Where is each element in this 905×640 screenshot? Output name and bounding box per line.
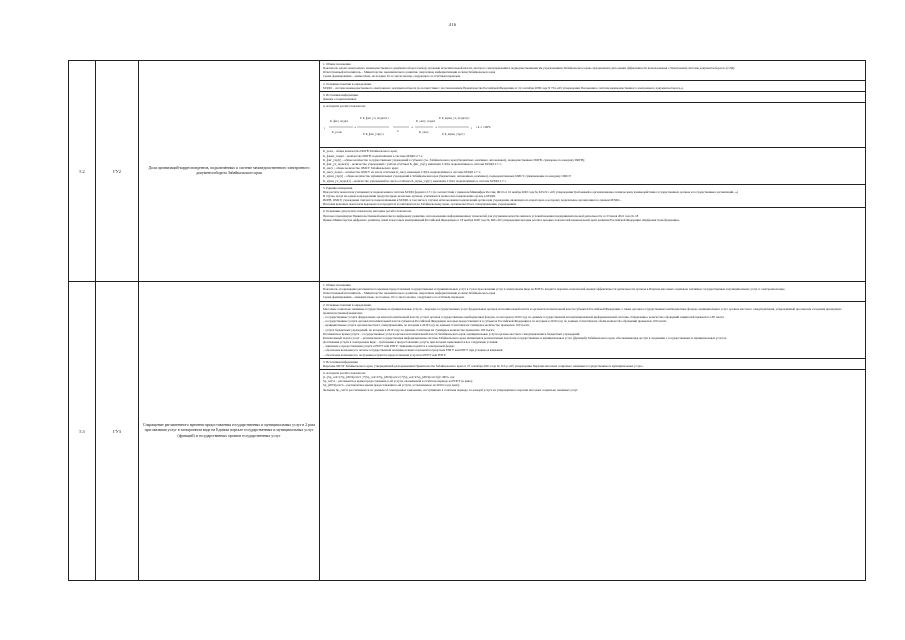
page-number: 416 [448, 22, 457, 27]
row-number: 5.2 [69, 61, 96, 282]
svg-text:K_омсу: K_омсу [419, 131, 429, 135]
formula-image [323, 108, 862, 146]
indicator-name: Сокращение регламентного времени предоставления государственных и муниципальных услуг в 2 раза при оказании услуг в электронном виде на Едином портале государственных и муниципальных услуг (функций) и государственных органов государственных услуг [139, 282, 320, 581]
svg-text:2: 2 [397, 130, 399, 134]
section-definitions: 2. Основные понятия и определения. Массовые социально значимые государственные и муниципальные услуги – перечень государственных услуг федеральных органов исполнительной власти и органов исполнительной власти субъектов Российской Федерации, а также органов государственных внебюджетных фондов, муниципальных услуг органов местного самоуправления, утверждённый протоколом заседания президиума правительственной комиссии: – государственные услуги федеральных органов исполнительной власти, услуги органов государственных внебюджетных фондов, по которым в 2019 году по данным государственной автоматизированной информационной системы «Управление» количество обращений заявителей превысило 100 тысяч; – государственные услуги органов исполнительной власти субъектов Российской Федерации, которые предоставляются в субъектах Российской Федерации и по которым в 2019 году по данным статистики их объём количества обращений превысило 100 тысяч; – муниципальные услуги органов местного самоуправления, по которым в 2019 году по данным статистики их суммарное количество превысило 100 тысяч; – услуги бюджетных учреждений, по которым в 2019 году по данным статистики их суммарное количество превысило 100 тысяч; Регламентное время услуги – государственные услуги органов исполнительной власти Забайкальского края, муниципальные услуги органов местного самоуправления и бюджетных учреждений. Региональный портал услуг – региональная государственная информационная система Забайкальского края, являющаяся региональным порталом государственных и муниципальных услуг (функций) Забайкальского края, обеспечивающая доступ к сведениям о государственных и муниципальных услугах. Достижения услуги в электронном виде – требования к предоставлению услуги, при которых выполняются все следующие условия: – заявление о предоставлении услуги в ЕПГУ или РПГУ: Заявление подаётся в электронной форме; – обеспечена возможность оплаты государственной пошлины и иных платежей посредством ЕПГУ или РПГУ при условии её взимания; – обеспечена возможность получения результата предоставления услуги на ЕПГУ или РПГУ. [320, 302, 865, 359]
section-definitions: 2. Основные понятия и определения. МЭДО – система межведомственного электронного документооборота (в соответствии с постановлением Правительства Российской Федерации от 22 сентября 2009 года N 754 «Об утверждении Положения о системе межведомственного электронного документооборота»). [320, 81, 865, 92]
section-variables: K_розн – общее количество ИОГВ Забайкальского края; K_фильт_подкл – количество ИОГВ, подключённых к системе МЭДО 2.7.1; K_фиг_учр(т) – общее количество государственных учреждений в субъекте (т.к. Забайкальского края (бюджетных, казённых, автономных), подведомственных ИОГВ, суммарное по каждому ИОГВ); K_фиг_уч_подкл(т) – количество учреждений с учётом отчётных К_фиг_уч(т), имеющих СЭД и подключённых к системе МЭДО 2.7.1; K_омсу – общее количество ОМСУ Забайкальского края; K_омсу_подкл – количество ОМСУ из числа отчётных К_омсу, имеющих СЭД и подключённых к системе МЭДО 2.7.1; K_муни_учр(т) – общее количество муниципальных учреждений в Забайкальском крае (бюджетных, автономных, казённых), подведомственных ОМСУ, суммирование по каждому ОМСУ; K_муни_уч_подкл(т) – количество учреждений из числа отчётных К_муни_учр(т), имеющих СЭД и подключённых к системе МЭДО 2.7.1. [320, 148, 865, 184]
table-row [69, 61, 866, 282]
row-code: ГУ3 [96, 282, 139, 581]
svg-text:Σ K_муни_учр(т): Σ K_муни_учр(т) [442, 133, 465, 137]
svg-text:+: + [411, 126, 414, 130]
row-code: ГУ2 [96, 61, 139, 282]
document-table [68, 60, 866, 581]
svg-text:): ) [471, 127, 473, 131]
svg-text:+: + [435, 126, 438, 130]
svg-text:K_розн: K_розн [332, 131, 342, 135]
row-number: 5.3 [69, 282, 96, 581]
description-cell [320, 61, 866, 282]
description-cell [320, 282, 866, 581]
section-basis: 6. Основание для расчёта показателя, методика расчёта показателя. Протокол президиума Правительственной комиссии по цифровому развитию, использованию информационных технологий для улучшения качества жизни и условий ведения предпринимательской деятельности от 23 июля 2021 года № 18 Приказ Министерства цифрового развития, связи и массовых коммуникаций Российской Федерации от 18 ноября 2020 года № 600 «Об утверждении методик расчёта целевых показателей национальной цели развития Российской Федерации «Цифровая трансформация». [323, 209, 680, 222]
svg-text:+: + [354, 126, 357, 130]
table-row [69, 282, 866, 581]
svg-text:Σ K_фиг_учр(т): Σ K_фиг_учр(т) [363, 133, 384, 137]
section-units: 5. Единица измерения. При расчёте показателя учитываются подключения к системе МЭДО формата 2.7.1 (в соответствии с приказом Минцифры России, ФСО от 16 ноября 2020 года № 623/211 «Об утверждении Требований к организационно-техническому взаимодействию государственных органов и государственных организаций...») В случае, когда на одном подразделении предусмотрено несколько органов, учитывается полностью подключение органа в МЭДО. ИОГВ, ОМСУ, учреждения считаются подключёнными к МЭДО, в том числе в случаях использования подключений органа или учреждения, являющегося оператором, к которому подключены организации по данным МЭДО... Итоговая величина показателя выражается в процентах и учитывается по Забайкальскому краю, органам местного самоуправления, учреждениям. [320, 185, 865, 209]
section-algorithm: 4. Алгоритм расчёта показателя: ( K_фил_подкл K_розн + Σ K_фиг_уч_подкл(т) Σ K_фиг_учр(т) 2 + K_омсу_подкл K_омсу + Σ K_муни_уч_подкл(т) Σ K_муни_учр(т) ) / 4 × 100% [320, 103, 865, 148]
svg-text:Σ K_муни_уч_подкл(т): Σ K_муни_уч_подкл(т) [439, 117, 470, 121]
svg-text:/ 4 × 100%: / 4 × 100% [476, 126, 491, 130]
svg-text:K_фил_подкл: K_фил_подкл [330, 120, 349, 124]
indicator-name: Доля организаций-корреспондентов, подключённых к системе межведомственного электронного документооборота Забайкальского края [139, 61, 320, 282]
section-general: 1. Общие положения. Показатель «Сокращение регламентного времени предоставления государственных и муниципальных услуг в 2 раза при оказании услуг в электронном виде на ЕПГУ» входит в перечень показателей оценки эффективности деятельности органов в Перечне массовых социально значимых государственных и муниципальных услуг в электронном виде. Ответственный исполнитель – Министерство экономического развития, энергетики, информатизации и связи Забайкальского края Сроки формирования – ежеквартально, не позднее 10-го числа месяца, следующего за отчётным периодом. [320, 282, 865, 302]
section-sources: 3. Источники информации Перечень МСЗУ Забайкальского края, утверждённый распоряжением Правительства Забайкальского края от 27 сентября 2021 года № 315-р «Об утверждении Перечня массовых социально значимых государственных и муниципальных услуг». [320, 359, 865, 370]
section-algorithm: 4. Алгоритм расчёта показателя: (1–(Sp_сеn^1/Sp_(2019)сеn^1 )+(Sp_сеn^2/Sp_(2019)сеn^2 )+(Sp_сеn^n/Sp_(2019)сеn^n))×100%, где: Sp_сеn^n – регламентное время предоставления n-ой услуги, оказываемой в отчётном периоде на ЕПГУ (в днях); Sp_(2019)сеn^n – регламентное время предоставления n-ой услуги, установленное на 2019 год (в днях); Значение Sp_сеn^n рассчитывается по данным об электронных заявлениях, поступивших в отчётном периоде, по каждой услуге из утверждённого перечня массовых социально значимых услуг. [323, 370, 579, 392]
svg-text:K_омсу_подкл: K_омсу_подкл [416, 120, 436, 124]
section-sources: 3. Источники информации. Данные о подключенных. [320, 92, 865, 103]
svg-text:Σ K_фиг_уч_подкл(т): Σ K_фиг_уч_подкл(т) [360, 117, 389, 121]
svg-text:(: ( [324, 127, 326, 131]
section-general: 1. Общие положения. Показатель «Доля электронного межведомственного документооборота между органами исполнительной власти, местного самоуправления и подведомственными им учреждениями Забайкальского края» предназначен для оценки эффективности использования «Электронной системы документооборота» (СЭД). Ответственный исполнитель – Министерство экономического развития, энергетики, информатизации и связи Забайкальского края Сроки формирования – ежемесячно, не позднее 10-го числа месяца, следующего за отчётным периодом. [320, 61, 865, 81]
formula-graphic [323, 108, 503, 146]
